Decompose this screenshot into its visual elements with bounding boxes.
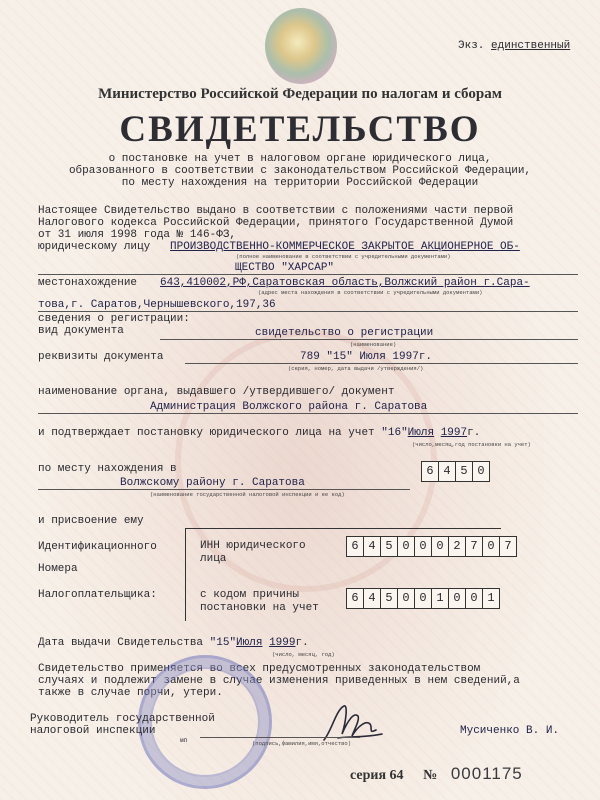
label-number: Номера	[38, 563, 78, 575]
assignment-text: и присвоение ему	[38, 515, 144, 527]
caption-entity-name: (полное наименование в соответствии с учредительными документами)	[236, 253, 451, 260]
issue-date-row	[38, 637, 309, 649]
inn-label-line: лица	[200, 553, 227, 565]
code-digit: 5	[456, 462, 473, 481]
inspection-code-boxes	[421, 461, 490, 482]
copy-note	[458, 40, 570, 52]
issue-month: Июля	[236, 637, 263, 649]
code-digit: 0	[477, 464, 485, 478]
label-taxpayer: Налогоплательщика:	[38, 589, 157, 601]
requisites-value: 789 "15" Июля 1997г.	[300, 351, 433, 363]
issue-year: 1999	[269, 637, 296, 649]
caption-inspection: (наименование государственной налоговой инспекции и ее код)	[150, 491, 345, 498]
kpp-label-line: постановки на учет	[200, 602, 319, 614]
authority-value: Администрация Волжского района г. Саратова	[150, 401, 428, 413]
location-prefix: местонахождение	[38, 277, 138, 289]
subtitle-line: по месту нахождения на территории Российской Федерации	[121, 177, 479, 189]
rule	[160, 339, 578, 340]
rule	[38, 274, 578, 275]
caption-location: (адрес места нахождения в соответствии с учредительными документами)	[258, 289, 483, 296]
inn-label	[200, 540, 306, 566]
subtitle-line: о постановке на учет в налоговом органе юридического лица,	[108, 153, 492, 165]
copy-label: Экз.	[458, 40, 485, 52]
inspection-value: Волжскому району г. Саратова	[120, 477, 305, 489]
number-sign: №	[423, 768, 438, 783]
issue-day: "15"	[209, 637, 237, 649]
signer-name: Мусиченко В. И.	[460, 725, 560, 737]
intro-line: Налогового кодекса Российской Федерации, принятого Государственной Думой	[38, 217, 514, 229]
subtitle	[0, 153, 600, 189]
kpp-label-line: с кодом причины	[200, 589, 300, 601]
confirmation-day: "16"	[381, 427, 408, 439]
inn-digit: 6	[347, 537, 364, 556]
location-line1: 643,410002,РФ,Саратовская область,Волжский район г.Сара-	[160, 277, 530, 289]
entity-prefix: юридическому лицу	[38, 241, 151, 253]
kpp-digit: 0	[415, 589, 432, 608]
rule	[38, 489, 410, 490]
confirmation-year-suffix: г.	[467, 427, 481, 439]
location-line2: това,г. Саратов,Чернышевского,197,36	[38, 299, 276, 311]
inn-digit: 0	[483, 537, 500, 556]
inn-digit: 5	[381, 537, 398, 556]
kpp-digit: 5	[381, 589, 398, 608]
inn-digit: 4	[364, 537, 381, 556]
kpp-digit: 0	[466, 589, 483, 608]
caption-issue-date: (число, месяц, год)	[272, 651, 335, 658]
confirmation-text: и подтверждает постановку юридического лица на учет	[38, 427, 375, 439]
closing-line: также в случае порчи, утери.	[38, 687, 223, 699]
issue-year-suffix: г.	[295, 637, 309, 649]
serial-number-value: 0001175	[450, 764, 523, 783]
issue-date-label: Дата выдачи Свидетельства	[38, 637, 204, 649]
signature-line	[200, 737, 360, 738]
inn-digit: 7	[504, 539, 512, 553]
authority-label: наименование органа, выдавшего /утвердившего/ документ	[38, 386, 395, 398]
series-label: серия 64	[350, 768, 404, 783]
caption-requisites: (серия, номер, дата выдачи /утверждения/)	[288, 365, 424, 372]
registration-header: сведения о регистрации:	[38, 313, 190, 325]
hologram-seal	[265, 8, 337, 84]
rule	[185, 363, 578, 364]
entity-name-line2: ЩЕСТВО "ХАРСАР"	[235, 262, 335, 274]
code-digit: 6	[422, 462, 439, 481]
confirmation-row	[38, 427, 480, 439]
inn-digit: 0	[398, 537, 415, 556]
label-identification: Идентификационного	[38, 541, 157, 553]
inn-digit: 7	[466, 537, 483, 556]
inn-label-line: ИНН юридического	[200, 540, 306, 552]
caption-signature: (подпись,фамилия,имя,отчество)	[252, 740, 352, 747]
rule	[38, 413, 578, 414]
kpp-digit: 0	[449, 589, 466, 608]
intro-line: от 31 июля 1998 года № 146-ФЗ,	[38, 229, 237, 241]
signer-role	[30, 713, 215, 737]
kpp-boxes	[346, 588, 500, 609]
confirmation-year: 1997	[440, 427, 468, 439]
kpp-digit: 1	[487, 591, 495, 605]
confirmation-month: Июля	[407, 427, 435, 439]
kpp-digit: 4	[364, 589, 381, 608]
caption-doc-type: (наименование)	[350, 341, 397, 348]
inspection-label: по месту нахождения в	[38, 463, 177, 475]
rule	[38, 311, 578, 312]
kpp-digit: 6	[347, 589, 364, 608]
signer-role-line: налоговой инспекции	[30, 725, 156, 737]
entity-name-line1: ПРОИЗВОДСТВЕННО-КОММЕРЧЕСКОЕ ЗАКРЫТОЕ АКЦИОНЕРНОЕ ОБ-	[170, 241, 520, 253]
inn-digit: 2	[449, 537, 466, 556]
doc-type-value: свидетельство о регистрации	[255, 327, 434, 339]
closing-paragraph	[38, 663, 520, 699]
closing-line: случаях и подлежит замене в случае изменения приведенных в нем сведений,а	[38, 675, 520, 687]
closing-line: Свидетельство применяется во всех предусмотренных законодательством	[38, 663, 481, 675]
kpp-digit: 1	[432, 589, 449, 608]
signer-role-line: Руководитель государственной	[30, 713, 215, 725]
inn-boxes	[346, 536, 517, 557]
inn-digit: 0	[432, 537, 449, 556]
doc-type-label: вид документа	[38, 325, 124, 337]
intro-paragraph	[38, 205, 513, 241]
copy-value: единственный	[491, 40, 571, 52]
mp-mark: мп	[180, 737, 188, 744]
inn-digit: 0	[415, 537, 432, 556]
ministry-heading: Министерство Российской Федерации по налогам и сборам	[98, 86, 502, 102]
kpp-label	[200, 589, 319, 615]
kpp-digit: 0	[398, 589, 415, 608]
code-digit: 4	[439, 462, 456, 481]
requisites-label: реквизиты документа	[38, 351, 164, 363]
subtitle-line: образованного в соответствии с законодательством Российской Федерации,	[68, 165, 532, 177]
serial-number	[350, 764, 523, 784]
intro-line: Настоящее Свидетельство выдано в соответствии с положениями части первой	[38, 205, 514, 217]
document-title: СВИДЕТЕЛЬСТВО	[119, 109, 481, 150]
caption-confirmation: (число,месяц,год постановки на учет)	[412, 441, 531, 448]
